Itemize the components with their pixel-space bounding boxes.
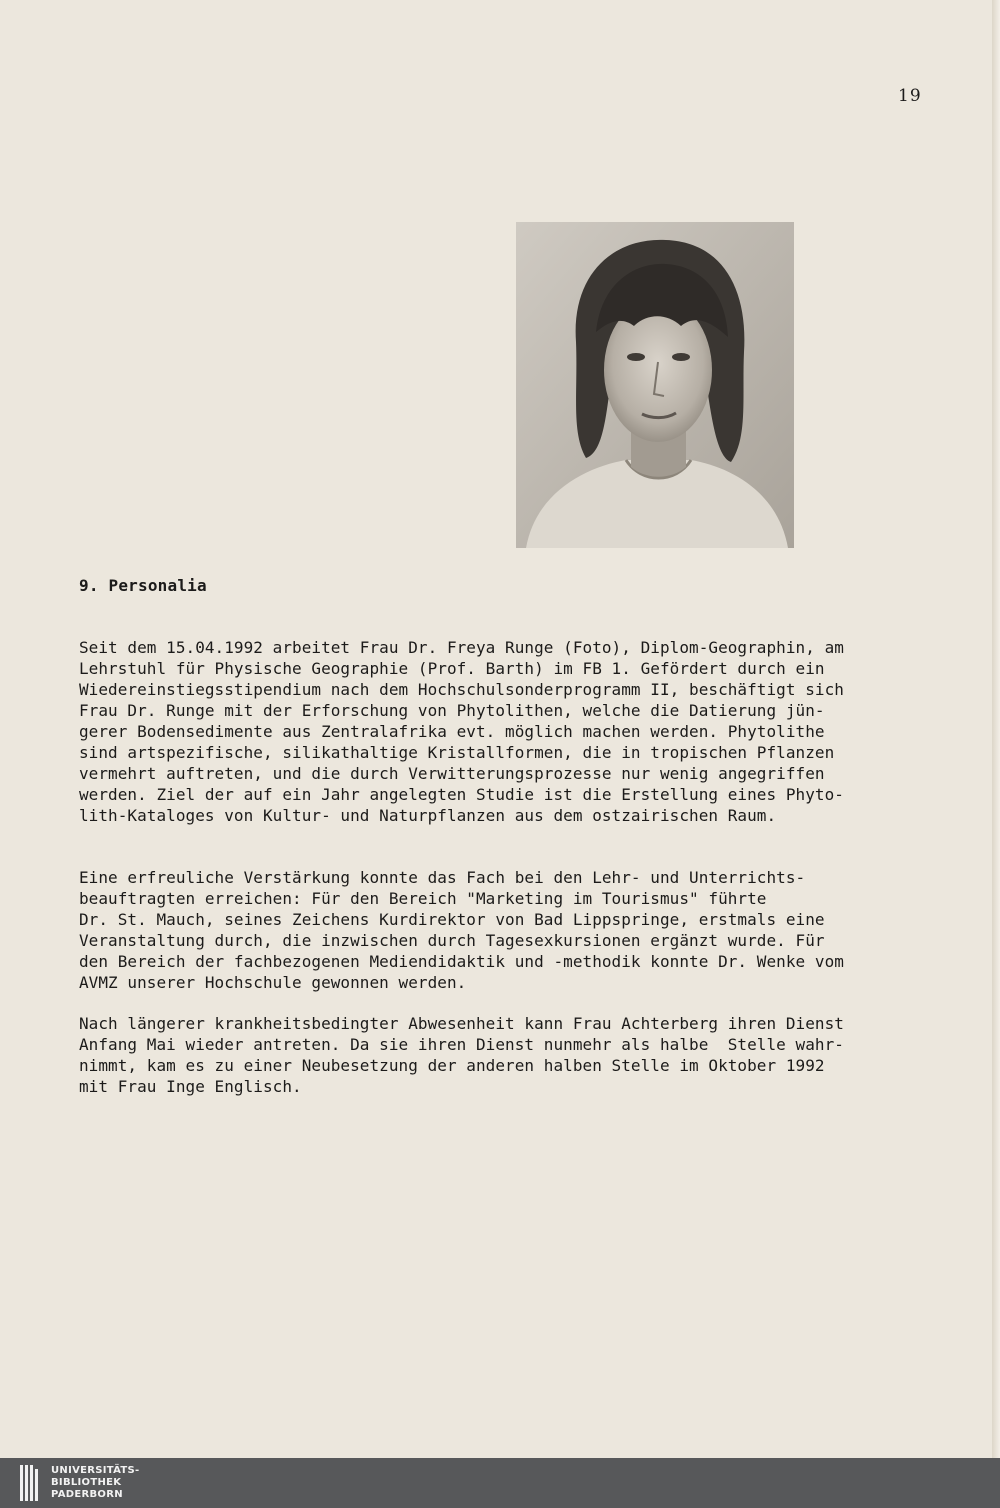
text-line: Eine erfreuliche Verstärkung konnte das Fach bei den Lehr- und Unterrichts- (79, 868, 806, 887)
text-line: Lehrstuhl für Physische Geographie (Prof. Barth) im FB 1. Gefördert durch ein (79, 659, 825, 678)
text-line: AVMZ unserer Hochschule gewonnen werden. (79, 973, 467, 992)
page-number: 19 (898, 86, 922, 106)
text-line: sind artspezifische, silikathaltige Kristallformen, die in tropischen Pflanzen (79, 743, 835, 762)
page-edge (992, 0, 1000, 1458)
paragraph-new-staff (79, 637, 919, 826)
text-line: Anfang Mai wieder antreten. Da sie ihren Dienst nunmehr als halbe Stelle wahr- (79, 1035, 844, 1054)
text-line: Wiedereinstiegsstipendium nach dem Hochschulsonderprogramm II, beschäftigt sich (79, 680, 844, 699)
library-logo-icon (20, 1465, 42, 1501)
text-line: nimmt, kam es zu einer Neubesetzung der anderen halben Stelle im Oktober 1992 (79, 1056, 825, 1075)
text-line: werden. Ziel der auf ein Jahr angelegten Studie ist die Erstellung eines Phyto- (79, 785, 844, 804)
paragraph-lecturers (79, 867, 919, 993)
logo-line: BIBLIOTHEK (51, 1477, 122, 1488)
portrait-image (516, 222, 794, 548)
text-line: Dr. St. Mauch, seines Zeichens Kurdirektor von Bad Lippspringe, erstmals eine (79, 910, 825, 929)
library-footer (0, 1458, 1000, 1508)
text-line: beauftragten erreichen: Für den Bereich "Marketing im Tourismus" führte (79, 889, 767, 908)
text-line: gerer Bodensedimente aus Zentralafrika evt. möglich machen werden. Phytolithe (79, 722, 825, 741)
logo-line: UNIVERSITÄTS- (51, 1465, 140, 1476)
library-logo-text (51, 1465, 140, 1501)
text-line: Seit dem 15.04.1992 arbeitet Frau Dr. Freya Runge (Foto), Diplom-Geographin, am (79, 638, 844, 657)
text-line: den Bereich der fachbezogenen Mediendidaktik und -methodik konnte Dr. Wenke vom (79, 952, 844, 971)
text-line: vermehrt auftreten, und die durch Verwitterungsprozesse nur wenig angegriffen (79, 764, 825, 783)
text-line: lith-Kataloges von Kultur- und Naturpflanzen aus dem ostzairischen Raum. (79, 806, 777, 825)
portrait-photo (516, 222, 794, 548)
text-line: mit Frau Inge Englisch. (79, 1077, 302, 1096)
text-line: Veranstaltung durch, die inzwischen durch Tagesexkursionen ergänzt wurde. Für (79, 931, 825, 950)
paragraph-staff-change (79, 1013, 919, 1097)
logo-line: PADERBORN (51, 1489, 123, 1500)
section-heading: 9. Personalia (79, 576, 207, 595)
text-line: Frau Dr. Runge mit der Erforschung von Phytolithen, welche die Datierung jün- (79, 701, 825, 720)
text-line: Nach längerer krankheitsbedingter Abwesenheit kann Frau Achterberg ihren Dienst (79, 1014, 844, 1033)
